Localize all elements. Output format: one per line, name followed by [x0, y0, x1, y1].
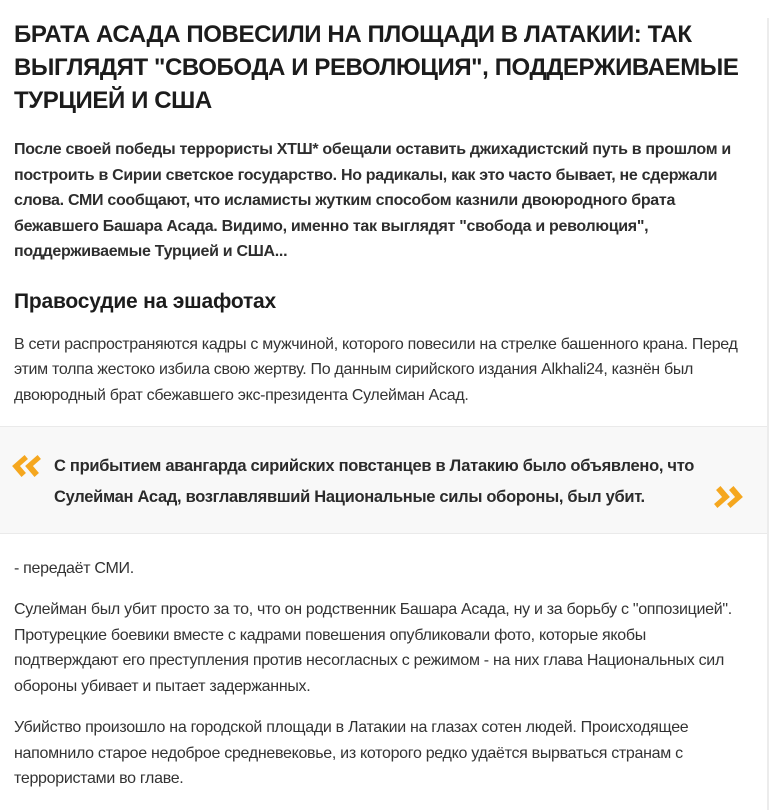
article-paragraph: Сулейман был убит просто за то, что он родственник Башара Асада, ну и за борьбу с "оппозицией". Протурецкие боевики вместе с кадрами повешения опубликовали фото, которые якобы подтверждают его преступления против несогласных с режимом - на них глава Национальных сил обороны убивает и пытает задержанных. [14, 601, 732, 695]
section-heading: Правосудие на эшафотах [14, 289, 276, 313]
article-paragraph: Убийство произошло на городской площади в Латакии на глазах сотен людей. Происходящее напомнило старое недоброе средневековье, из которого редко удаётся вырваться странам с террористами во главе. [14, 719, 689, 787]
double-left-chevron-icon [10, 455, 41, 477]
article-lead: После своей победы террористы ХТШ* обещали оставить джихадистский путь в прошлом и построить в Сирии светское государство. Но радикалы, как это часто бывает, не сдержали слова. СМИ сообщают, что исламисты жутким способом казнили двоюродного брата бежавшего Башара Асада. Видимо, именно так выглядят "свобода и революция", поддерживаемые Турцией и США... [14, 141, 731, 260]
double-right-chevron-icon [713, 486, 744, 508]
article-title: БРАТА АСАДА ПОВЕСИЛИ НА ПЛОЩАДИ В ЛАТАКИИ: ТАК ВЫГЛЯДЯТ "СВОБОДА И РЕВОЛЮЦИЯ", ПОДДЕРЖИВАЕМЫЕ ТУРЦИЕЙ И США [14, 21, 739, 114]
pullquote-block [0, 426, 767, 534]
pullquote-text: С прибытием авангарда сирийских повстанцев в Латакию было объявлено, что Сулейман Асад, возглавлявший Национальные силы обороны, был убит. [54, 457, 695, 506]
article-page [0, 18, 769, 810]
article-paragraph: В сети распространяются кадры с мужчиной, которого повесили на стрелке башенного крана. Перед этим толпа жестоко избила свою жертву. По данным сирийского издания Alkhali24, казнён был двоюродный брат сбежавшего экс-президента Сулейман Асад. [14, 335, 738, 404]
pullquote-attribution: - передаёт СМИ. [14, 560, 134, 577]
